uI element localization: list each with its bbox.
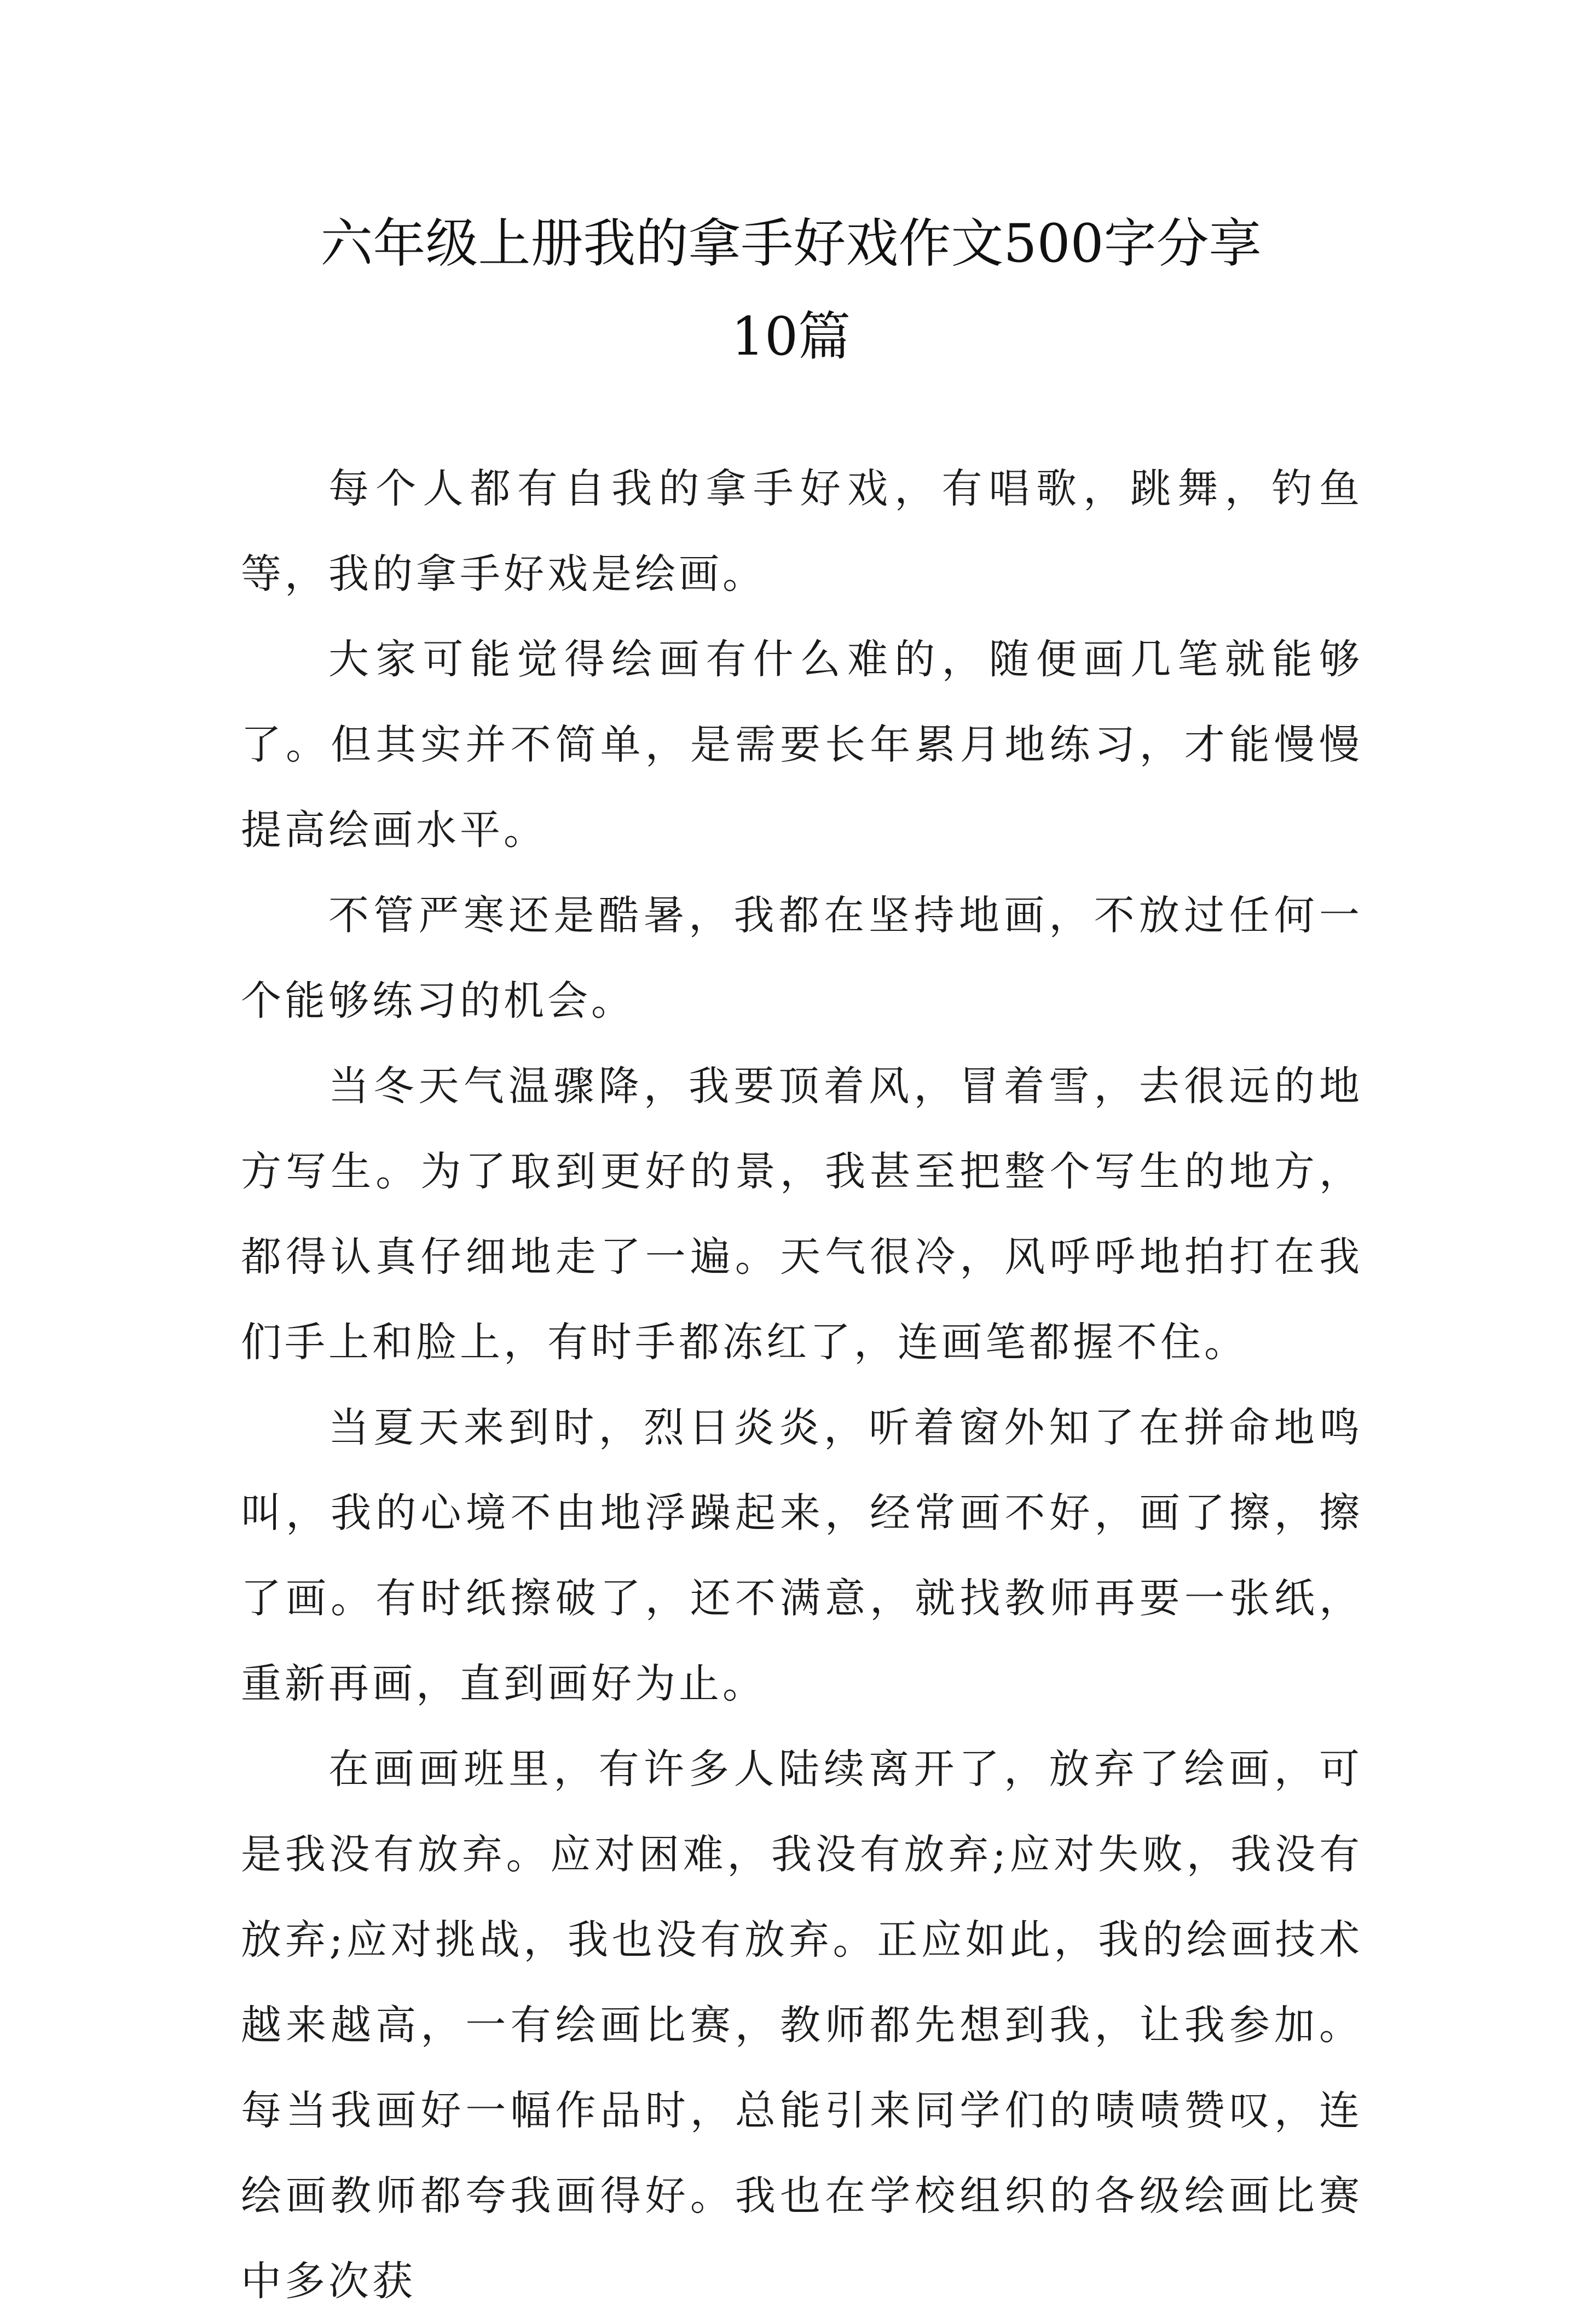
paragraph-1: 每个人都有自我的拿手好戏，有唱歌，跳舞，钓鱼等，我的拿手好戏是绘画。 — [241, 465, 1363, 598]
paragraph-2: 大家可能觉得绘画有什么难的，随便画几笔就能够了。但其实并不简单，是需要长年累月地练习，才能慢慢提高绘画水平。 — [241, 636, 1363, 854]
title-line-2: 10篇 — [731, 306, 851, 367]
paragraph-5: 当夏天来到时，烈日炎炎，听着窗外知了在拼命地鸣叫，我的心境不由地浮躁起来，经常画不好，画了擦，擦了画。有时纸擦破了，还不满意，就找教师再要一张纸，重新再画，直到画好为止。 — [241, 1404, 1363, 1707]
document-body — [241, 446, 1363, 2324]
title-line-1: 六年级上册我的拿手好戏作文500字分享 — [320, 213, 1262, 274]
paragraph-4: 当冬天气温骤降，我要顶着风，冒着雪，去很远的地方写生。为了取到更好的景，我甚至把整个写生的地方，都得认真仔细地走了一遍。天气很冷，风呼呼地拍打在我们手上和脸上，有时手都冻红了，连画笔都握不住。 — [241, 1063, 1363, 1366]
paragraph-6: 在画画班里，有许多人陆续离开了，放弃了绘画，可是我没有放弃。应对困难，我没有放弃;应对失败，我没有放弃;应对挑战，我也没有放弃。正应如此，我的绘画技术越来越高，一有绘画比赛，教师都先想到我，让我参加。每当我画好一幅作品时，总能引来同学们的啧啧赞叹，连绘画教师都夸我画得好。我也在学校组织的各级绘画比赛中多次获 — [241, 1746, 1363, 2305]
paragraph-3: 不管严寒还是酷暑，我都在坚持地画，不放过任何一个能够练习的机会。 — [241, 892, 1363, 1024]
document-title — [230, 197, 1352, 383]
